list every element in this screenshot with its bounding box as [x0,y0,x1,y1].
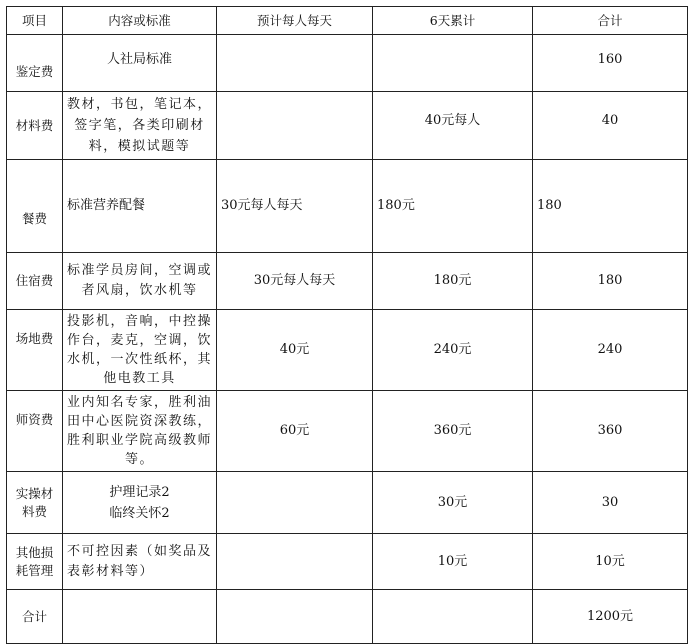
row-item: 师资费 [7,391,63,472]
row-daily: 30元每人每天 [217,160,373,253]
row-total: 160 [533,35,688,92]
row-cumulative [373,35,533,92]
row-total: 30 [533,472,688,534]
header-daily: 预计每人每天 [217,7,373,35]
row-cumulative: 180元 [373,253,533,310]
row-cumulative: 240元 [373,310,533,391]
table-row [7,472,688,534]
row-daily: 30元每人每天 [217,253,373,310]
row-daily: 40元 [217,310,373,391]
row-total: 180 [533,253,688,310]
row-daily: 60元 [217,391,373,472]
row-content: 护理记录2 临终关怀2 [63,472,217,534]
table-row [7,160,688,253]
row-total: 360 [533,391,688,472]
row-cumulative: 10元 [373,534,533,590]
row-cumulative: 30元 [373,472,533,534]
row-content: 投影机，音响，中控操作台，麦克，空调，饮水机，一次性纸杯，其他电教工具 [63,310,217,391]
row-item: 实操材料费 [7,472,63,534]
row-content: 人社局标准 [63,35,217,92]
table-row [7,534,688,590]
row-total: 240 [533,310,688,391]
header-item: 项目 [7,7,63,35]
row-cumulative [373,590,533,644]
table-row [7,253,688,310]
row-total: 1200元 [533,590,688,644]
table-row [7,310,688,391]
row-cumulative: 180元 [373,160,533,253]
row-total: 10元 [533,534,688,590]
row-content: 标准学员房间，空调或者风扇，饮水机等 [63,253,217,310]
row-content: 标准营养配餐 [63,160,217,253]
table-row [7,35,688,92]
row-total: 40 [533,92,688,160]
row-daily [217,92,373,160]
table-row [7,391,688,472]
row-content: 业内知名专家，胜利油田中心医院资深教练，胜利职业学院高级教师等。 [63,391,217,472]
header-row [7,7,688,35]
row-total: 180 [533,160,688,253]
row-content [63,590,217,644]
total-row [7,590,688,644]
row-daily [217,534,373,590]
header-total: 合计 [533,7,688,35]
row-item: 其他损耗管理 [7,534,63,590]
row-item: 材料费 [7,92,63,160]
row-item: 场地费 [7,310,63,391]
row-content: 不可控因素（如奖品及表彰材料等） [63,534,217,590]
row-daily [217,35,373,92]
header-content: 内容或标准 [63,7,217,35]
row-item: 餐费 [7,160,63,253]
row-daily [217,590,373,644]
row-item: 合计 [7,590,63,644]
row-item: 住宿费 [7,253,63,310]
row-content: 教材，书包，笔记本，签字笔，各类印刷材料，模拟试题等 [63,92,217,160]
header-cumulative: 6天累计 [373,7,533,35]
table-row [7,92,688,160]
fee-table [6,6,688,644]
row-cumulative: 360元 [373,391,533,472]
row-cumulative: 40元每人 [373,92,533,160]
row-daily [217,472,373,534]
row-item: 鉴定费 [7,35,63,92]
